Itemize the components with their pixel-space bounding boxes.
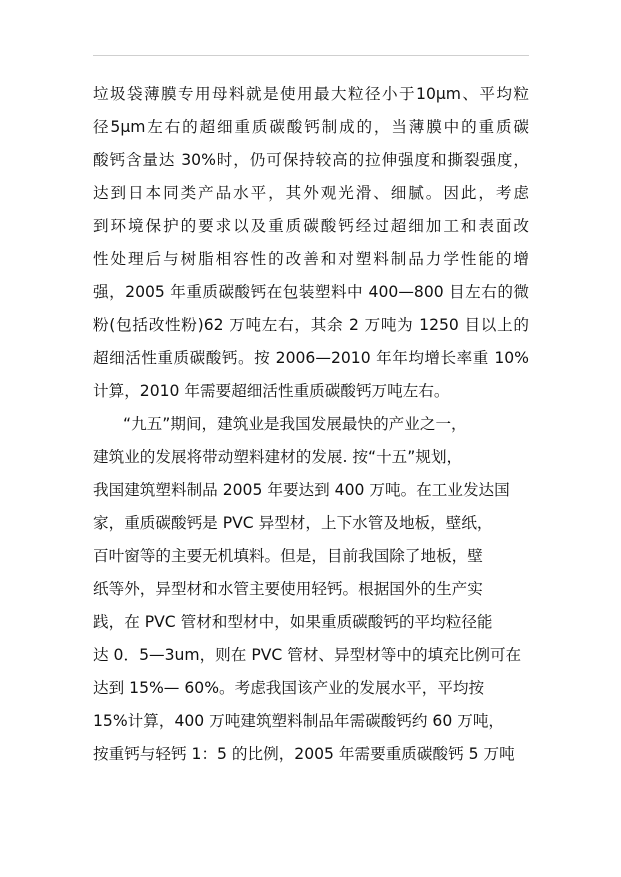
text-line: 粉(包括改性粉)62 万吨左右，其余 2 万吨为 1250 目以上的 [93, 316, 529, 334]
text-line: 强，2005 年重质碳酸钙在包装塑料中 400—800 目左右的微 [93, 283, 529, 301]
text-line: 计算，2010 年需要超细活性重质碳酸钙万吨左右。 [93, 382, 450, 400]
text-line: 到环境保护的要求以及重质碳酸钙经过超细加工和表面改 [93, 217, 529, 235]
text-line: 15%计算，400 万吨建筑塑料制品年需碳酸钙约 60 万吨， [93, 712, 505, 730]
text-line: 百叶窗等的主要无机填料。但是，目前我国除了地板，壁 [93, 547, 483, 565]
text-line: 超细活性重质碳酸钙。按 2006—2010 年年均增长率重 10% [93, 349, 529, 367]
text-line: 达到 15%— 60%。考虑我国该产业的发展水平，平均按 [93, 679, 485, 697]
text-line: “九五”期间，建筑业是我国发展最快的产业之一， [123, 415, 467, 433]
text-line: 践，在 PVC 管材和型材中，如果重质碳酸钙的平均粒径能 [93, 613, 493, 631]
text-line: 纸等外，异型材和水管主要使用轻钙。根据国外的生产实 [93, 580, 483, 598]
text-line: 径5μm左右的超细重质碳酸钙制成的，当薄膜中的重质碳 [93, 118, 529, 136]
text-line: 建筑业的发展将带动塑料建材的发展. 按“十五”规划， [93, 448, 463, 466]
document-body [93, 78, 529, 771]
text-line: 性处理后与树脂相容性的改善和对塑料制品力学性能的增 [93, 250, 529, 268]
text-line: 达到日本同类产品水平，其外观光滑、细腻。因此，考虑 [93, 184, 529, 202]
text-line: 达 0．5—3um，则在 PVC 管材、异型材等中的填充比例可在 [93, 646, 522, 664]
text-line: 家，重质碳酸钙是 PVC 异型材，上下水管及地板，壁纸， [93, 514, 493, 532]
header-rule [93, 55, 529, 56]
text-line: 按重钙与轻钙 1：5 的比例，2005 年需要重质碳酸钙 5 万吨 [93, 745, 515, 763]
text-line: 酸钙含量达 30%时，仍可保持较高的拉伸强度和撕裂强度， [93, 151, 529, 169]
text-line: 我国建筑塑料制品 2005 年要达到 400 万吨。在工业发达国 [93, 481, 510, 499]
text-line: 垃圾袋薄膜专用母料就是使用最大粒径小于10μm、平均粒 [93, 85, 529, 103]
